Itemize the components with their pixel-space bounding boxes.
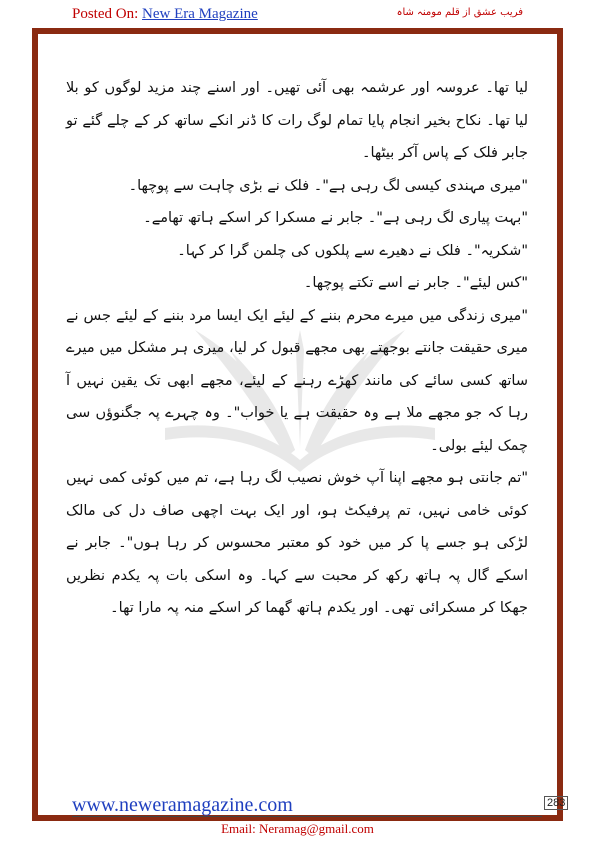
footer-email: Email: Neramag@gmail.com <box>221 821 374 836</box>
paragraph: "میری مہندی کیسی لگ رہی ہے"۔ فلک نے بڑی چاہت سے پوچھا۔ <box>128 177 528 194</box>
page-header <box>72 6 523 24</box>
posted-prefix: Posted On: <box>72 6 143 22</box>
paragraph: لیا تھا۔ عروسہ اور عرشمہ بھی آئی تھیں۔ اور اسنے چند مزید لوگوں کو بلا لیا تھا۔ نکاح بخیر انجام پایا تمام لوگ رات کا ڈنر انکے ساتھ کر کے چلے گئے تو جابر فلک کے پاس آکر بیٹھا۔ <box>66 80 528 161</box>
footer-divider <box>72 816 542 817</box>
page-number: 283 <box>544 796 568 810</box>
posted-on-label <box>72 6 258 23</box>
book-title: فریب عشق از قلم مومنہ شاہ <box>396 7 523 18</box>
paragraph: "شکریہ"۔ فلک نے دھیرے سے پلکوں کی چلمن گرا کر کہا۔ <box>177 242 528 259</box>
paragraph: "کس لیئے"۔ جابر نے اسے تکتے پوچھا۔ <box>303 275 528 291</box>
magazine-link[interactable]: New Era Magazine <box>142 6 258 22</box>
footer-website-link[interactable]: www.neweramagazine.com <box>72 794 293 816</box>
paragraph: "بہت پیاری لگ رہی ہے"۔ جابر نے مسکرا کر اسکے ہاتھ تھامے۔ <box>143 210 528 226</box>
story-body <box>66 72 528 625</box>
paragraph: "تم جانتی ہو مجھے اپنا آپ خوش نصیب لگ رہا ہے، تم میں کوئی کمی نہیں کوئی خامی نہیں، تم پرفیکٹ ہو، اور ایک بہت اچھی صاف دل کی مالک لڑکی ہو جسے پا کر میں خود کو معتبر محسوس کر رہا ہوں"۔ جابر نے اسکے گال پہ ہاتھ رکھ کر محبت سے کہا۔ وہ اسکی بات پہ یکدم نظریں جھکا کر مسکرائی تھی۔ اور یکدم ہاتھ گھما کر اسکے منہ پہ مارا تھا۔ <box>66 470 528 616</box>
paragraph: "میری زندگی میں میرے محرم بننے کے لیئے ایک ایسا مرد بننے کے لیئے جس نے میری حقیقت جانتے بوجھتے بھی مجھے قبول کر لیا، میری ہر مشکل میں میرے ساتھ کسی سائے کی مانند کھڑے رہنے کے لیئے، مجھے ابھی تک یقین نہیں آ رہا کہ جو مجھے ملا ہے وہ حقیقت ہے یا خواب"۔ وہ چہرے پہ جگنوؤں سی چمک لیئے بولی۔ <box>66 307 528 454</box>
